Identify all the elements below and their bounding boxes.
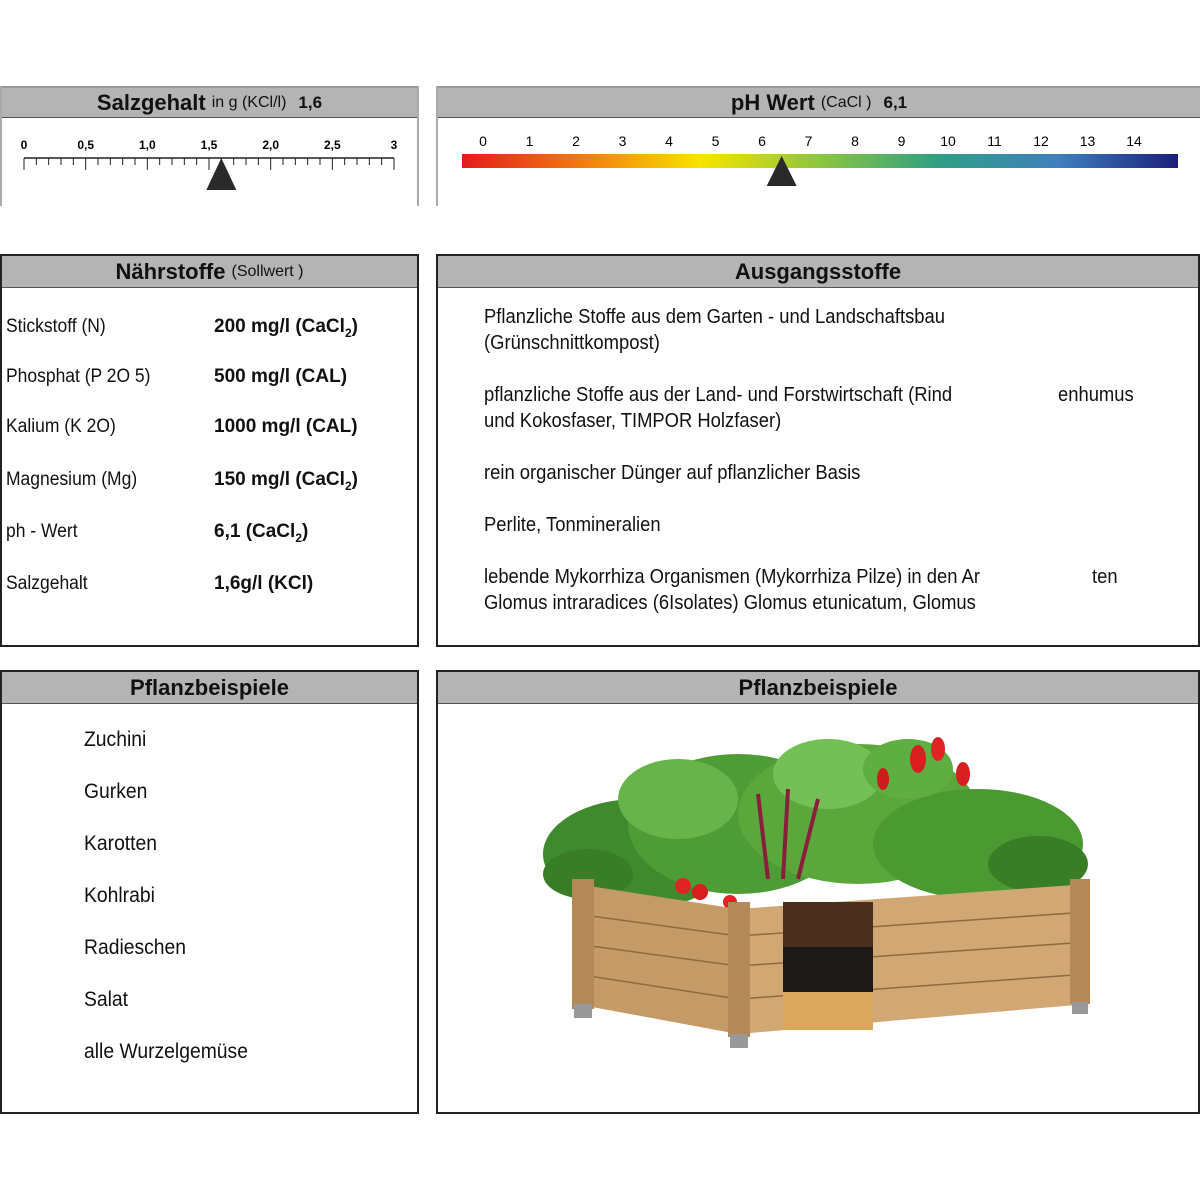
nutrient-label: Stickstoff (N) (6, 316, 106, 337)
salt-value: 1,6 (298, 92, 323, 112)
ph-tick-label: 13 (1079, 133, 1096, 149)
salt-tick-label: 0,5 (77, 138, 95, 152)
ph-tick-label: 9 (897, 133, 906, 149)
ph-tick-label: 5 (711, 133, 720, 149)
ph-subtitle: (CaCl ) (820, 93, 872, 111)
ph-tick-label: 3 (618, 133, 627, 149)
salt-tick-label: 2,5 (323, 138, 341, 152)
source-material-item: Pflanzliche Stoffe aus dem Garten - und Landschaftsbau (Grünschnittkompost) (484, 306, 945, 354)
salt-scale (2, 118, 417, 204)
salt-tick-label: 1,5 (200, 138, 218, 152)
ph-tick-label: 7 (804, 133, 813, 149)
nutrient-value: 1000 mg/l (CAL) (214, 416, 358, 437)
salt-panel (0, 86, 419, 206)
ph-color-bar (462, 154, 1178, 168)
naehrstoffe-header (2, 256, 417, 288)
pflanzbeispiele-image-panel (436, 670, 1200, 1114)
salt-tick-label: 3 (390, 138, 398, 152)
ausgangsstoffe-panel (436, 254, 1200, 647)
ph-tick-label: 11 (987, 133, 1002, 149)
pflanzbeispiele-list-header (2, 672, 417, 704)
ph-tick-label: 0 (479, 133, 487, 149)
nutrient-label: Phosphat (P 2O 5) (6, 366, 151, 387)
ph-tick-label: 2 (572, 133, 580, 149)
source-material-item: Perlite, Tonmineralien (484, 514, 661, 536)
ph-tick-label: 4 (665, 133, 673, 149)
nutrient-label: Kalium (K 2O) (6, 416, 116, 437)
source-material-item: pflanzliche Stoffe aus der Land- und Forstwirtschaft (Rind und Kokosfaser, TIMPOR Holzfaser) (484, 384, 953, 432)
salt-title: Salzgehalt (96, 89, 206, 115)
salt-marker (206, 158, 236, 190)
pflanzbeispiele-list-title: Pflanzbeispiele (130, 674, 289, 700)
naehrstoffe-subtitle: (Sollwert ) (231, 262, 304, 280)
ausgangsstoffe-header (438, 256, 1198, 288)
pflanzbeispiele-list-panel (0, 670, 419, 1114)
ph-header (438, 86, 1200, 118)
plant-example-item: Gurken (84, 780, 148, 803)
ph-scale (438, 118, 1200, 204)
ph-tick-label: 12 (1033, 133, 1049, 149)
nutrient-value: 500 mg/l (CAL) (214, 366, 348, 387)
salt-tick-label: 1,0 (138, 138, 156, 152)
source-material-fragment: enhumus (1058, 384, 1134, 406)
plant-example-item: Karotten (84, 832, 158, 855)
ph-panel (436, 86, 1200, 206)
pflanzbeispiele-image-title: Pflanzbeispiele (738, 674, 898, 700)
ausgangsstoffe-title: Ausgangsstoffe (734, 258, 902, 284)
source-material-item: rein organischer Dünger auf pflanzlicher Basis (484, 462, 861, 484)
salt-subtitle: in g (KCl/l) (211, 93, 287, 111)
plant-foliage (543, 737, 1088, 909)
pflanzbeispiele-image-header (438, 672, 1198, 704)
plant-example-item: Radieschen (84, 936, 187, 959)
raised-bed-illustration (438, 704, 1198, 1112)
naehrstoffe-panel (0, 254, 419, 647)
ph-title: pH Wert (730, 89, 815, 115)
nutrient-value: 1,6g/l (KCl) (214, 573, 314, 594)
nutrient-label: Magnesium (Mg) (6, 469, 138, 490)
salt-tick-label: 0 (20, 138, 28, 152)
source-material-item: lebende Mykorrhiza Organismen (Mykorrhiza Pilze) in den Ar Glomus intraradices (6Isolates) Glomus etunicatum, Glomus (484, 566, 980, 614)
nutrient-label: ph - Wert (6, 521, 78, 542)
nutrient-label: Salzgehalt (6, 573, 88, 594)
nutrient-value: 150 mg/l (CaCl$_2$) (214, 469, 358, 493)
ph-tick-label: 10 (940, 133, 956, 149)
plant-example-item: Salat (84, 988, 129, 1011)
ph-tick-label: 8 (851, 133, 859, 149)
nutrient-value: 200 mg/l (CaCl$_2$) (214, 316, 358, 340)
salt-header (2, 86, 417, 118)
ph-tick-label: 1 (525, 133, 534, 149)
ph-tick-label: 6 (758, 133, 766, 149)
raised-bed-box (572, 879, 1090, 1048)
plant-example-item: Kohlrabi (84, 884, 155, 907)
source-material-fragment: ten (1092, 566, 1118, 588)
ph-tick-label: 14 (1126, 133, 1142, 149)
plant-example-item: Zuchini (84, 728, 147, 751)
salt-tick-label: 2,0 (262, 138, 280, 152)
ph-value: 6,1 (883, 92, 908, 112)
plant-example-item: alle Wurzelgemüse (84, 1040, 248, 1063)
nutrient-value: 6,1 (CaCl$_2$) (214, 521, 309, 545)
naehrstoffe-title: Nährstoffe (115, 258, 226, 284)
